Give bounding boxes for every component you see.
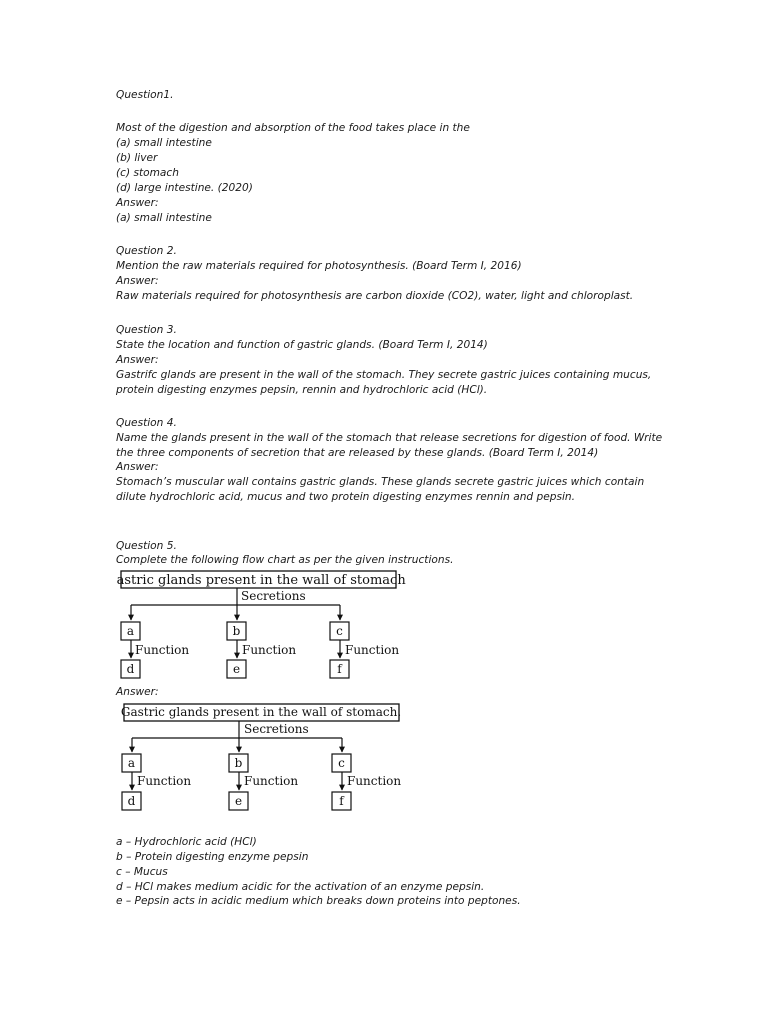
box-a-label: a	[126, 624, 135, 638]
q5-answer-d: d – HCl makes medium acidic for the activation of an enzyme pepsin.	[116, 881, 485, 893]
box-b-label: b	[232, 624, 241, 638]
box-c-label: c	[338, 756, 345, 770]
q5-answer-c: c – Mucus	[116, 866, 168, 878]
q2-text: Mention the raw materials required for photosynthesis. (Board Term I, 2016)	[116, 260, 522, 272]
q5-text: Complete the following flow chart as per the given instructions.	[116, 554, 454, 566]
top-box-label: Gastric glands present in the wall of stomach.	[116, 573, 406, 588]
q5-title: Question 5.	[116, 540, 177, 552]
box-d-label: d	[127, 794, 136, 808]
function-label-2: Function	[244, 774, 299, 788]
q4-text-line-2: the three components of secretion that are released by these glands. (Board Term I, 2014)	[116, 447, 599, 459]
q4-answer-label: Answer:	[116, 461, 159, 473]
q3-title: Question 3.	[116, 324, 177, 336]
q1-answer: (a) small intestine	[116, 212, 212, 224]
function-label-3: Function	[345, 643, 400, 657]
flow-chart-answer	[116, 701, 406, 817]
box-f-label: f	[337, 662, 342, 676]
secretions-label: Secretions	[241, 589, 306, 603]
box-b-label: b	[234, 756, 243, 770]
q4-answer-line-1: Stomach’s muscular wall contains gastric glands. These glands secrete gastric juices which contain	[116, 476, 645, 488]
q3-text: State the location and function of gastric glands. (Board Term I, 2014)	[116, 339, 488, 351]
box-e-label: e	[232, 662, 241, 676]
q3-answer-label: Answer:	[116, 354, 159, 366]
box-f-label: f	[339, 794, 344, 808]
q1-answer-label: Answer:	[116, 197, 159, 209]
q5-answer-a: a – Hydrochloric acid (HCl)	[116, 836, 257, 848]
q1-option-d: (d) large intestine. (2020)	[116, 182, 253, 194]
q1-text: Most of the digestion and absorption of the food takes place in the	[116, 122, 470, 134]
box-a-label: a	[127, 756, 136, 770]
q1-option-b: (b) liver	[116, 152, 158, 164]
q2-answer-label: Answer:	[116, 275, 159, 287]
top-box-label: Gastric glands present in the wall of stomach.	[120, 705, 402, 719]
box-e-label: e	[234, 794, 243, 808]
q4-answer-line-2: dilute hydrochloric acid, mucus and two protein digesting enzymes rennin and pepsin.	[116, 491, 576, 503]
q3-answer-line-2: protein digesting enzymes pepsin, rennin and hydrochloric acid (HCl).	[116, 384, 488, 396]
flow-chart-question	[116, 569, 406, 685]
q5-answer-b: b – Protein digesting enzyme pepsin	[116, 851, 309, 863]
box-c-label: c	[336, 624, 343, 638]
box-d-label: d	[126, 662, 135, 676]
q4-text-line-1: Name the glands present in the wall of the stomach that release secretions for digestion of food. Write	[116, 432, 663, 444]
q3-answer-line-1: Gastrifc glands are present in the wall of the stomach. They secrete gastric juices containing mucus,	[116, 369, 652, 381]
q5-answer-label: Answer:	[116, 686, 159, 698]
q2-title: Question 2.	[116, 245, 177, 257]
secretions-label: Secretions	[244, 722, 309, 736]
function-label-3: Function	[347, 774, 402, 788]
function-label-1: Function	[135, 643, 190, 657]
q1-title: Question1.	[116, 89, 174, 101]
q1-option-a: (a) small intestine	[116, 137, 212, 149]
q4-title: Question 4.	[116, 417, 177, 429]
function-label-1: Function	[137, 774, 192, 788]
q5-answer-e: e – Pepsin acts in acidic medium which breaks down proteins into peptones.	[116, 895, 521, 907]
q2-answer: Raw materials required for photosynthesis are carbon dioxide (CO2), water, light and chloroplast.	[116, 290, 634, 302]
function-label-2: Function	[242, 643, 297, 657]
q1-option-c: (c) stomach	[116, 167, 179, 179]
